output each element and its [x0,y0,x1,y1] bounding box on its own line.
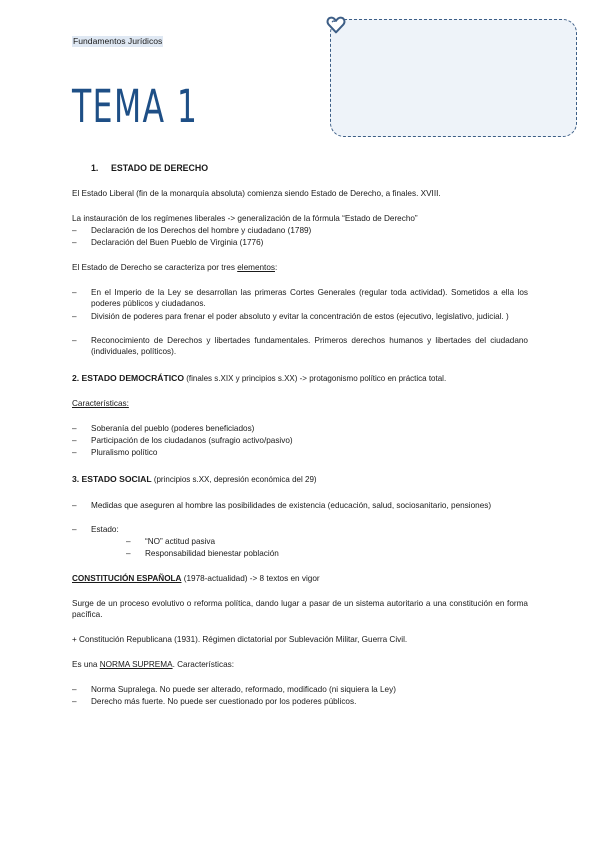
list-item [72,435,528,446]
dash-bullet: – [126,537,131,546]
list-item-text: División de poderes para frenar el poder absoluto y evitar la concentración de estos (ejecutivo, legislativo, judicial. ) [91,312,509,321]
dash-bullet: – [72,525,77,534]
para-text: . Características: [172,660,234,669]
list-item-text: Declaración de los Derechos del hombre y ciudadano (1789) [91,226,312,235]
section-1-title: ESTADO DE DERECHO [111,163,209,173]
list-item-text: “NO” actitud pasiva [145,537,216,546]
section-1-para-3 [72,262,528,273]
dash-bullet: – [72,448,77,457]
dash-bullet: – [72,501,77,510]
para-text: : [274,263,278,272]
section-2-subtitle: (finales s.XIX y principios s.XX) -> protagonismo político en práctica total. [184,374,447,383]
list-item [72,696,528,707]
section-1-para-1: El Estado Liberal (fin de la monarquía absoluta) comienza siendo Estado de Derecho, a finales. XVIII. [72,189,441,198]
section-2-title: 2. ESTADO DEMOCRÁTICO [72,373,185,383]
list-item [72,447,528,458]
section-4-para-2: + Constitución Republicana (1931). Régimen dictatorial por Sublevación Militar, Guerra Civil. [72,635,408,644]
section-1-heading [91,163,528,174]
list-item-text: Derecho más fuerte. No puede ser cuestionado por los poderes públicos. [91,697,357,706]
list-item [72,237,528,248]
section-4-subtitle: (1978-actualidad) -> 8 textos en vigor [181,574,320,583]
list-item [72,311,528,322]
list-item [72,423,528,434]
list-item [72,225,528,236]
list-item-text: Declaración del Buen Pueblo de Virginia (1776) [91,238,264,247]
dash-bullet: – [72,312,77,321]
section-3-subtitle: (principios s.XX, depresión económica del 29) [151,475,317,484]
dash-bullet: – [72,226,77,235]
list-item-text: Reconocimiento de Derechos y libertades fundamentales. Primeros derechos humanos y libertades del ciudadano (individuales, políticos). [91,336,528,356]
dash-bullet: – [72,436,77,445]
list-item [72,684,528,695]
heart-icon [325,14,347,36]
list-item [72,287,528,309]
list-item-text: Norma Supralega. No puede ser alterado, reformado, modificado (ni siquiera la Ley) [91,685,396,694]
list-item-text: Responsabilidad bienestar población [145,549,279,558]
list-item-text: Estado: [91,525,119,534]
list-item-text: En el Imperio de la Ley se desarrollan las primeras Cortes Generales (regular toda actividad). Sometidos a ella los poderes públicos y ciudadanos. [91,288,528,308]
list-subitem [126,548,525,559]
course-label: Fundamentos Jurídicos [73,36,163,46]
dash-bullet: – [72,288,77,297]
section-4-title: CONSTITUCIÓN ESPAÑOLA [72,574,182,583]
section-1-number: 1. [91,163,99,173]
dash-bullet: – [72,336,77,345]
list-item-text: Participación de los ciudadanos (sufragio activo/pasivo) [91,436,293,445]
dash-bullet: – [72,697,77,706]
list-item [72,500,528,511]
list-item-text: Medidas que aseguren al hombre las posibilidades de existencia (educación, salud, sociosanitario, pensiones) [91,501,492,510]
dash-bullet: – [126,549,131,558]
list-subitem [126,536,525,547]
para-text: El Estado de Derecho se caracteriza por tres [72,263,238,272]
characteristics-label: Características: [72,399,129,408]
note-box [330,19,577,137]
list-item [72,524,528,535]
elements-underlined: elementos [237,263,275,272]
list-item-text: Soberanía del pueblo (poderes beneficiados) [91,424,255,433]
norma-suprema-underlined: NORMA SUPREMA [99,660,173,669]
page-title: TEMA 1 [72,80,199,133]
dash-bullet: – [72,685,77,694]
section-3-heading [72,474,528,485]
section-4-para-1: Surge de un proceso evolutivo o reforma política, dando lugar a pasar de un sistema autoritario a una constitución en forma pacífica. [72,599,528,619]
section-4-heading [72,573,528,584]
section-3-title: 3. ESTADO SOCIAL [72,474,152,484]
dash-bullet: – [72,238,77,247]
para-text: Es una [72,660,100,669]
section-2-heading [72,373,528,384]
list-item-text: Pluralismo político [91,448,158,457]
list-item [72,335,528,357]
section-4-para-3 [72,659,528,670]
section-1-para-2: La instauración de los regímenes liberales -> generalización de la fórmula “Estado de Derecho” [72,214,418,223]
dash-bullet: – [72,424,77,433]
